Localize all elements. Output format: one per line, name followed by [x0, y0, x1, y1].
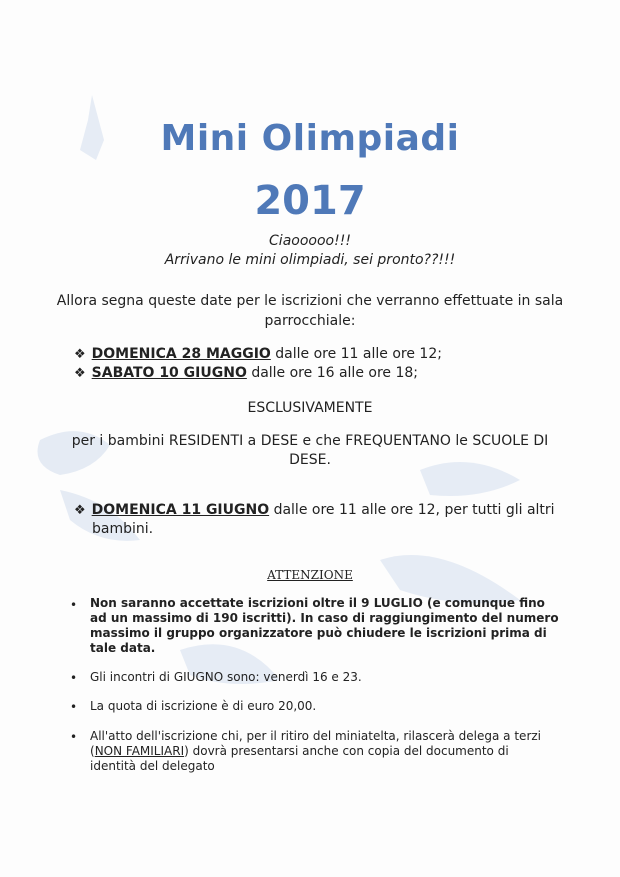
note-4-line-1: All'atto dell'iscrizione chi, per il ritiro del miniatelta, rilascerà delega a terzi	[90, 729, 542, 743]
note-bullet: •	[70, 730, 78, 744]
page-title: Mini Olimpiadi	[160, 118, 460, 159]
bullet-icon: ❖	[74, 503, 86, 518]
date-day: DOMENICA 28 MAGGIO	[91, 346, 271, 362]
date-time: dalle ore 11 alle ore 12;	[275, 346, 442, 362]
date-item-2	[74, 365, 418, 381]
residents-line-1: per i bambini RESIDENTI a DESE e che FREQUENTANO le SCUOLE DI	[71, 433, 549, 449]
page-title-year: 2017	[254, 178, 366, 224]
note-4	[90, 729, 555, 774]
paren-open: (	[90, 744, 95, 758]
attention-heading: ATTENZIONE	[267, 568, 353, 582]
others-item	[74, 502, 555, 518]
non-familiari: NON FAMILIARI	[94, 744, 185, 758]
date-day: SABATO 10 GIUGNO	[91, 365, 247, 381]
note-bullet: •	[70, 598, 78, 612]
others-day: DOMENICA 11 GIUGNO	[91, 502, 270, 518]
greeting-line-1: Ciaooooo!!!	[269, 233, 351, 249]
bullet-icon: ❖	[74, 347, 86, 362]
note-bullet: •	[70, 700, 78, 714]
note-1-line-3: massimo il gruppo organizzatore può chiudere le iscrizioni prima di	[90, 626, 547, 640]
date-item-1	[74, 346, 442, 362]
esclusivamente-heading: ESCLUSIVAMENTE	[247, 400, 373, 416]
note-1-line-2: ad un massimo di 190 iscritti). In caso di raggiungimento del numero	[90, 611, 559, 625]
note-4-line-2	[90, 744, 555, 759]
others-time: dalle ore 11 alle ore 12, per tutti gli altri	[273, 502, 555, 518]
residents-line-2: DESE.	[289, 452, 331, 468]
note-1-line-1: Non saranno accettate iscrizioni oltre il 9 LUGLIO (e comunque fino	[90, 596, 545, 610]
intro-line-1: Allora segna queste date per le iscrizioni che verranno effettuate in sala	[56, 293, 564, 309]
note-bullet: •	[70, 671, 78, 685]
note-2: Gli incontri di GIUGNO sono: venerdì 16 e 23.	[90, 670, 362, 684]
note-4-line-3: identità del delegato	[90, 759, 215, 773]
note-4-line-2-rest: ) dovrà presentarsi anche con copia del documento di	[184, 744, 509, 758]
greeting-line-2: Arrivano le mini olimpiadi, sei pronto??!!!	[164, 252, 456, 268]
bullet-icon: ❖	[74, 366, 86, 381]
intro-line-2: parrocchiale:	[264, 313, 356, 329]
note-1	[90, 596, 560, 656]
date-time: dalle ore 16 alle ore 18;	[251, 365, 418, 381]
note-3: La quota di iscrizione è di euro 20,00.	[90, 699, 317, 713]
others-line-2: bambini.	[92, 521, 154, 537]
note-1-line-4: tale data.	[90, 641, 156, 655]
